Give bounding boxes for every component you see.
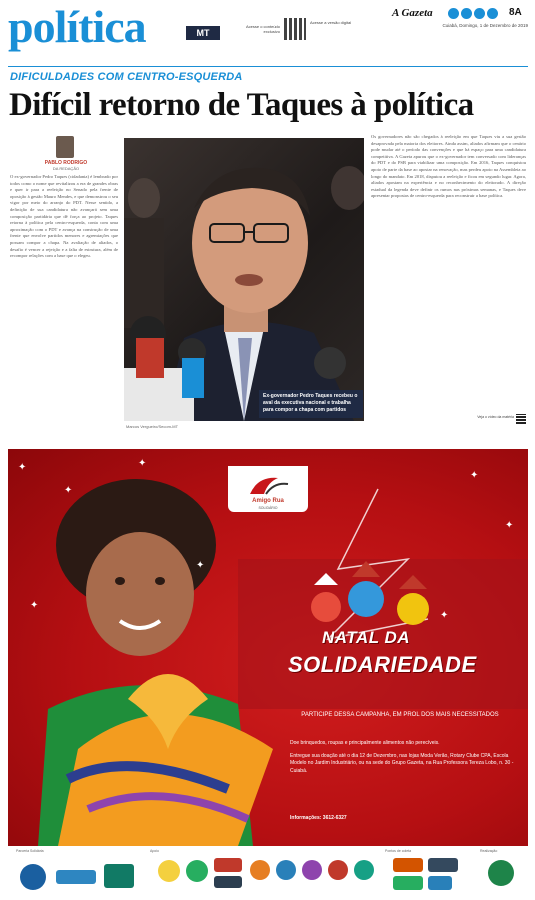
sponsor-logo bbox=[158, 860, 180, 882]
article-photo bbox=[124, 138, 364, 421]
small-qr-icon[interactable] bbox=[516, 414, 526, 424]
ad-logo-text: Amigo Rua bbox=[252, 498, 284, 504]
sponsor-label: Pontos de coleta bbox=[385, 849, 412, 853]
sponsor-label: Realização bbox=[480, 849, 498, 853]
sponsor-logo bbox=[104, 864, 134, 888]
ad-logo-sub: SOLIDÁRIO bbox=[258, 506, 278, 510]
facebook-icon bbox=[448, 8, 459, 19]
sponsor-logo bbox=[186, 860, 208, 882]
sponsor-logo bbox=[214, 858, 242, 872]
sponsor-logo bbox=[20, 864, 46, 890]
ad-body bbox=[290, 740, 516, 775]
star-icon: ✦ bbox=[18, 462, 27, 473]
youtube-icon bbox=[487, 8, 498, 19]
article-kicker: DIFICULDADES COM CENTRO-ESQUERDA bbox=[10, 71, 243, 83]
sponsor-logo bbox=[393, 876, 423, 890]
ad-info: Informações: 3612-6327 bbox=[290, 815, 347, 821]
section-title: política bbox=[8, 1, 146, 52]
star-icon: ✦ bbox=[505, 520, 514, 531]
author-role: DA REDAÇÃO bbox=[52, 166, 80, 171]
sponsor-logo bbox=[276, 860, 296, 880]
star-icon: ✦ bbox=[440, 610, 449, 621]
star-icon: ✦ bbox=[138, 458, 147, 469]
small-qr-text: Veja o vídeo da matéria bbox=[477, 415, 514, 419]
sponsor-logo bbox=[302, 860, 322, 880]
section-badge: MT bbox=[186, 26, 220, 40]
ad-body-paragraph-1: Doe brinquedos, roupas e principalmente alimentos não perecíveis. bbox=[290, 740, 440, 746]
article-column-left: O ex-governador Pedro Taques (cidadania) é lembrado por todos como o nome que revitalizou a era de grandes obras e quer ir para a reeleição no Senado pela frente de oposição à gestão Mauro Mendes, e que demonstrou o seu vigor por meio do arranjo do PDT. Nesse sentido, a definição de sua candidatura não avançará sem uma composição partidária que dê força ao projeto. Taques retorna à política pela centro-esquerda, conta com uma aproximação com o PDT e avança na construção de uma frente que envolve partidos menores e agremiações que possam compor a chapa. Na avaliação de aliados, o desafio é vencer a rejeição e a falta de estrutura, além de recompor relações com a base que o elegeu. bbox=[10, 174, 118, 259]
ad-title-line1: NATAL DA bbox=[322, 628, 411, 647]
sponsor-logo bbox=[428, 876, 452, 890]
sponsor-logo bbox=[428, 858, 458, 872]
sponsor-logo bbox=[214, 876, 242, 888]
instagram-icon bbox=[474, 8, 485, 19]
sponsor-logo bbox=[250, 860, 270, 880]
qr-text: Acesse a versão digital bbox=[310, 20, 352, 25]
header-rule bbox=[8, 66, 528, 67]
ad-body-paragraph-2: Entregue sua doação até o dia 12 de Dezembro, nas lojas Moda Verão, Rotary Clube CPA, Escola Modelo no Jardim Industriário, ou na sede do Grupo Gazeta, na Rua Professora Tereza Lobo, n. 30 - Cuiabá. bbox=[290, 752, 514, 774]
article-column-right: Os governadores não são chegados à reeleição em que Taques viu a sua gestão desaprovada pela maioria dos eleitores. Ainda assim, aliados afirmam que o cenário pode mudar até o período das convenções e que há espaço para uma candidatura competitiva. A Gazeta apurou que o ex-governador tem conversado com lideranças do PDT e do PSB para viabilizar uma composição. Em 2016, Taques conquistou apoio de parte da base ao apostar na renovação, mas perdeu apoio na Assembleia ao longo do mandato. Em 2018, disputou a reeleição e ficou em segundo lugar. Agora, aliados apostam na experiência e no reconhecimento do eleitorado. A direção estadual da legenda deve definir os rumos nas próximas semanas, e Taques deve apresentar propostas de centro-esquerda para reconstruir a base política. bbox=[371, 134, 526, 199]
sponsor-logo bbox=[488, 860, 514, 886]
sponsor-logo bbox=[393, 858, 423, 872]
star-icon: ✦ bbox=[64, 485, 73, 496]
photo-caption: Ex-governador Pedro Taques recebeu o aval da executiva nacional e trabalha para compor a chapa com partidos bbox=[259, 390, 363, 418]
photo-credit: Marcos Vergueiro/Secom-MT bbox=[126, 424, 179, 429]
ad-title-line2: SOLIDARIEDADE bbox=[288, 652, 477, 677]
star-icon: ✦ bbox=[196, 560, 205, 571]
author-name: PABLO RODRIGO bbox=[44, 160, 88, 166]
article-headline: Difícil retorno de Taques à política bbox=[9, 87, 474, 123]
qr-code-icon[interactable] bbox=[284, 18, 306, 40]
sponsor-logo bbox=[354, 860, 374, 880]
sponsor-label: Parceria Solidária bbox=[16, 849, 44, 853]
sponsor-logo bbox=[56, 870, 96, 884]
newspaper-logo: A Gazeta bbox=[392, 7, 433, 19]
sponsor-label: Apoio bbox=[150, 849, 159, 853]
date-line: Cuiabá, Domingo, 1 de Dezembro de 2019 bbox=[442, 23, 528, 28]
twitter-icon bbox=[461, 8, 472, 19]
star-icon: ✦ bbox=[30, 600, 39, 611]
ad-lead: PARTICIPE DESSA CAMPANHA, EM PROL DOS MAIS NECESSITADOS bbox=[301, 712, 499, 718]
star-icon: ✦ bbox=[470, 470, 479, 481]
qr-left-text: Acesse o conteúdo exclusivo bbox=[245, 24, 280, 34]
sponsor-logo bbox=[328, 860, 348, 880]
author-avatar bbox=[56, 136, 74, 158]
sponsor-strip bbox=[8, 848, 528, 896]
page-number: 8A bbox=[509, 7, 522, 18]
